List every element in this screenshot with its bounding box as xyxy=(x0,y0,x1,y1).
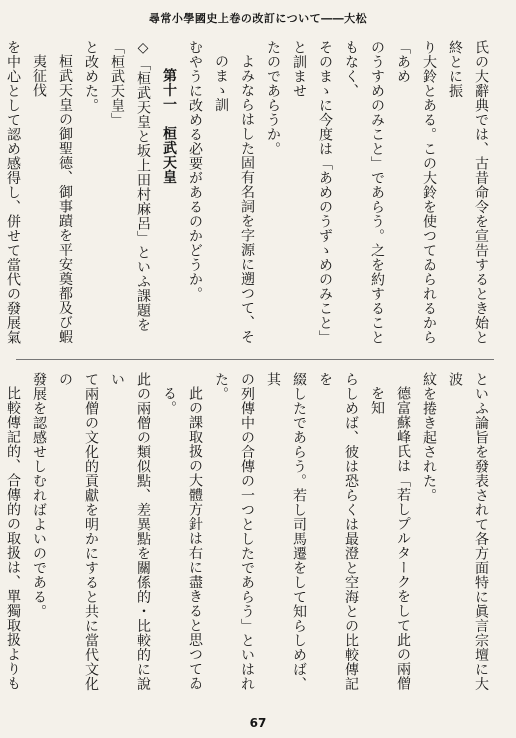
text-line: 綴したであらう。若し司馬遷をして知らしめば、其 xyxy=(265,372,307,691)
text-line: 氏の大辭典では、古昔命令を宣告するとき始と終とに振 xyxy=(447,40,489,345)
text-line: らしめば、彼は恐らくは最澄と空海との比較傳記を xyxy=(317,372,359,691)
text-line: と改めた。 xyxy=(83,40,99,113)
section-divider xyxy=(16,359,494,360)
text-line: たのであらうか。 xyxy=(265,40,281,156)
text-line: 德富蘇峰氏は「若しプルタークをして此の兩僧を知 xyxy=(369,386,411,691)
text-line: といふ論旨を發表されて各方面特に眞言宗壇に大波 xyxy=(447,372,489,691)
text-line: のうすめのみこと」であらう。之を約することもなく、 xyxy=(343,40,385,345)
text-line: 比較傳記的、合傳的の取扱は、單獨取扱よりも xyxy=(5,386,21,691)
text-line: ◇「桓武天皇と坂上田村麻呂」といふ課題を「桓武天皇」 xyxy=(109,40,151,332)
text-line: むやうに改める必要があるのかどうか。 xyxy=(187,40,203,301)
text-line: の列傳中の合傳の一つとしたであらう」といはれた。 xyxy=(213,372,255,691)
text-line: を中心として認め感得し、併せて當代の發展氣 xyxy=(5,40,21,345)
text-line: 桓武天皇の御聖德、御事蹟を平安奠都及び蝦夷征伐 xyxy=(31,54,73,344)
running-header: 尋常小學國史上卷の改訂について――大松 xyxy=(148,12,368,25)
text-line: 發展を認感せしむればよいのである。 xyxy=(31,372,47,619)
text-line: そのまゝに今度は「あめのうずゝめのみこと」と訓ませ xyxy=(291,40,333,345)
text-line: よみならはした固有名詞を字源に遡つて、そのまゝ訓 xyxy=(213,54,255,344)
text-line: 紋を捲き起された。 xyxy=(421,372,437,503)
text-line: り大鈴とある。この大鈴を使つてゐられるから「あめ xyxy=(395,40,437,345)
page-number: 67 xyxy=(249,716,267,730)
lower-text-block xyxy=(5,372,494,697)
text-line: 此の兩僧の類似點、差異點を關係的・比較的に說い xyxy=(109,372,151,691)
section-title: 第十一 桓武天皇 xyxy=(161,68,177,184)
upper-text-block xyxy=(5,40,494,350)
text-line: て兩僧の文化的貢獻を明かにすると共に當代文化の xyxy=(57,372,99,691)
text-line: 此の課取扱の大體方針は右に盡きると思つてゐる。 xyxy=(161,386,203,691)
